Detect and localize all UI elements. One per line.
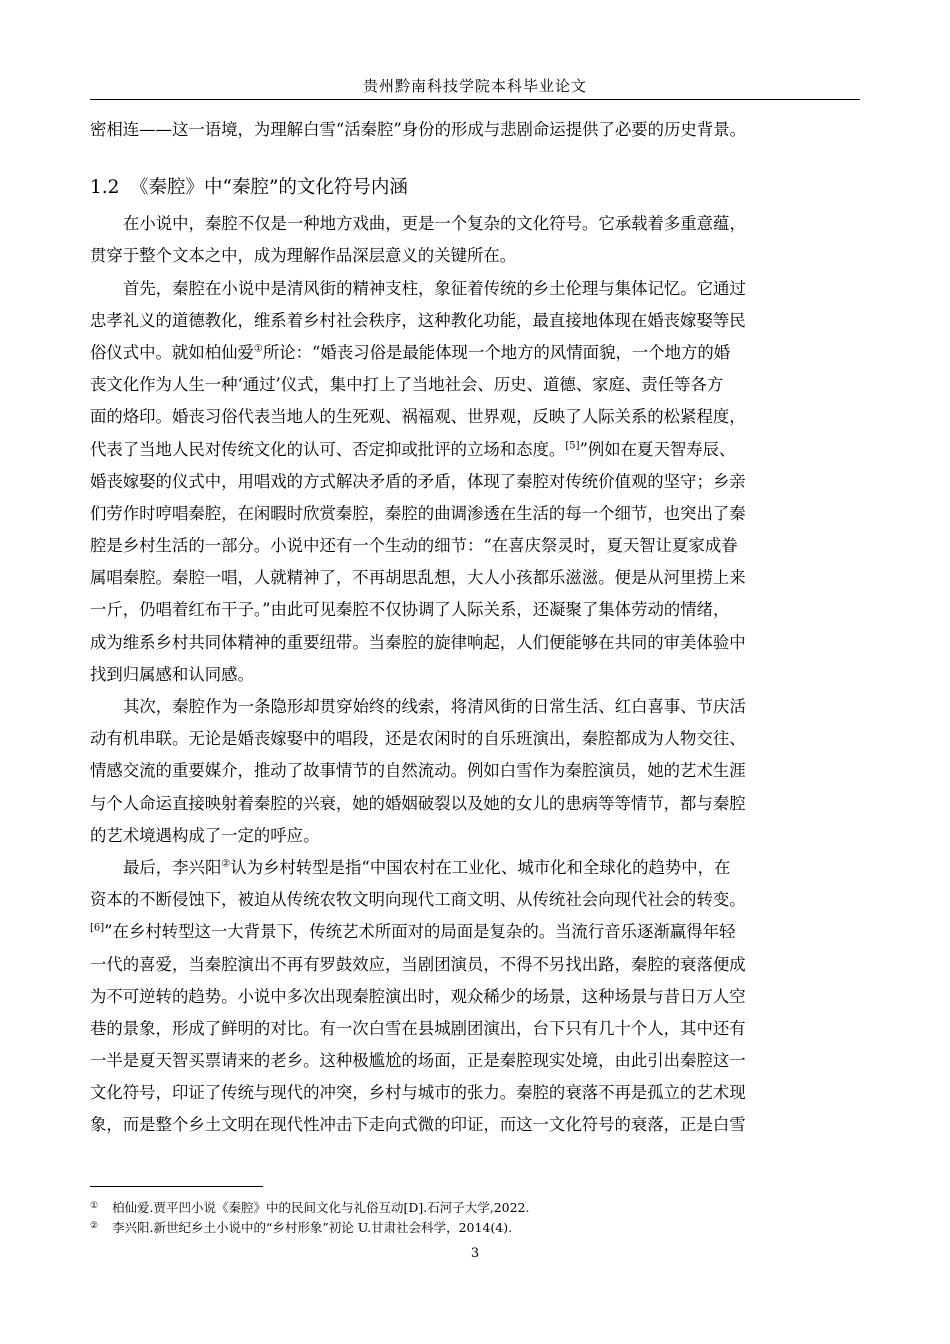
paragraph-2 [90, 273, 860, 691]
paragraph-3 [90, 691, 860, 852]
text-line: 们劳作时哼唱秦腔，在闲暇时欣赏秦腔，秦腔的曲调渗透在生活的每一个细节，也突出了秦 [90, 503, 746, 523]
text-line: 象，而是整个乡土文明在现代性冲击下走向式微的印证，而这一文化符号的衰落，正是白雪 [90, 1115, 746, 1135]
text-line: 其次，秦腔作为一条隐形却贯穿始终的线索，将清风街的日常生活、红白喜事、节庆活 [123, 697, 746, 716]
text-line: 丧文化作为人生一种‘通过’仪式，集中打上了当地社会、历史、道德、家庭、责任等各方 [90, 375, 724, 395]
text-line: 贯穿于整个文本之中，成为理解作品深层意义的关键所在。 [90, 246, 517, 266]
footnote-marker[interactable]: ① [253, 343, 263, 355]
text-line: 一斤，仍唱着红布干子。”由此可见秦腔不仅协调了人际关系，还凝聚了集体劳动的情绪， [90, 600, 730, 620]
text-line: 动有机串联。无论是婚丧嫁娶中的唱段，还是农闲时的自乐班演出，秦腔都成为人物交往、 [90, 729, 746, 749]
text-span: ”在乡村转型这一大背景下，传统艺术所面对的局面是复杂的。当流行音乐逐渐赢得年轻 [104, 922, 736, 942]
body-text [90, 114, 860, 1142]
text-line: 情感交流的重要媒介，推动了故事情节的自然流动。例如白雪作为秦腔演员，她的艺术生涯 [90, 761, 746, 781]
footnote-rule [90, 1186, 263, 1187]
section-number: 1.2 [90, 177, 120, 199]
text-line: 为不可逆转的趋势。小说中多次出现秦腔演出时，观众稀少的场景，这种场景与昔日万人空 [90, 986, 746, 1006]
text-line: 找到归属感和认同感。 [90, 664, 254, 684]
text-line: 资本的不断侵蚀下，被迫从传统农牧文明向现代工商文明、从传统社会向现代社会的转变。 [90, 890, 746, 910]
citation-marker[interactable]: [5] [565, 440, 580, 452]
text-line [90, 852, 860, 884]
section-title: 《秦腔》中“秦腔”的文化符号内涵 [130, 177, 408, 199]
running-header: 贵州黔南科技学院本科毕业论文 [362, 77, 587, 95]
text-line: 文化符号，印证了传统与现代的冲突，乡村与城市的张力。秦腔的衰落不再是孤立的艺术现 [90, 1083, 746, 1103]
text-line: 忠孝礼义的道德教化，维系着乡村社会秩序，这种教化功能，最直接地体现在婚丧嫁娶等民 [90, 310, 746, 330]
footnotes [90, 1198, 860, 1238]
text-line: 面的烙印。婚丧习俗代表当地人的生死观、祸福观、世界观，反映了人际关系的松紧程度， [90, 407, 746, 427]
header-rule [90, 99, 860, 100]
footnote-marker[interactable]: ② [221, 858, 231, 870]
document-page [90, 0, 860, 1344]
text-span: 最后，李兴阳 [123, 857, 222, 877]
text-line [90, 434, 860, 466]
footnote-text: 柏仙爱.贾平凹小说《秦腔》中的民间文化与礼俗互动[D].石河子大学,2022. [112, 1200, 530, 1215]
text-span: ”例如在夏天智寿辰、 [579, 439, 736, 459]
footnote-mark: ① [90, 1201, 99, 1211]
footnote-item [90, 1198, 860, 1218]
section-heading [90, 173, 860, 203]
text-span: 俗仪式中。就如柏仙爱 [90, 342, 254, 362]
page-number: 3 [470, 1246, 480, 1261]
text-line: 婚丧嫁娶的仪式中，用唱戏的方式解决矛盾的矛盾，体现了秦腔对传统价值观的坚守；乡亲 [90, 471, 746, 491]
text-line: 成为维系乡村共同体精神的重要纽带。当秦腔的旋律响起，人们便能够在共同的审美体验中 [90, 632, 746, 652]
text-line: 一代的喜爱，当秦腔演出不再有罗鼓效应，当剧团演员，不得不另找出路，秦腔的衰落便成 [90, 954, 746, 974]
text-line: 的艺术境遇构成了一定的呼应。 [90, 825, 320, 845]
text-line: 巷的景象，形成了鲜明的对比。有一次白雪在县城剧团演出，台下只有几十个人，其中还有 [90, 1018, 746, 1038]
paragraph-1 [90, 208, 860, 272]
text-line: 与个人命运直接映射着秦腔的兴衰，她的婚姻破裂以及她的女儿的患病等等情节，都与秦腔 [90, 793, 746, 813]
text-line [90, 916, 860, 948]
footnote-text: 李兴阳.新世纪乡土小说中的“乡村形象”初论 U.甘肃社会科学，2014(4). [112, 1220, 513, 1235]
text-span: 代表了当地人民对传统文化的认可、否定抑或批评的立场和态度。 [90, 439, 566, 459]
text-line: 腔是乡村生活的一部分。小说中还有一个生动的细节：“在喜庆祭灵时，夏天智让夏家成眷 [90, 536, 738, 556]
text-span: 所论：“婚丧习俗是最能体现一个地方的风情面貌，一个地方的婚 [262, 342, 731, 362]
text-line: 首先，秦腔在小说中是清风街的精神支柱，象征着传统的乡土伦理与集体记忆。它通过 [123, 278, 746, 298]
text-line: 在小说中，秦腔不仅是一种地方戏曲，更是一个复杂的文化符号。它承载着多重意蕴， [123, 214, 746, 234]
text-line: 一半是夏天智买票请来的老乡。这种极尴尬的场面，正是秦腔现实处境，由此引出秦腔这一 [90, 1051, 746, 1071]
citation-marker[interactable]: [6] [90, 922, 105, 934]
footnote-item [90, 1218, 860, 1238]
text-line: 属唱秦腔。秦腔一唱，人就精神了，不再胡思乱想，大人小孩都乐滋滋。便是从河里捞上来 [90, 568, 746, 588]
footnote-mark: ② [90, 1221, 99, 1231]
paragraph-4 [90, 852, 860, 1142]
intro-line: 密相连——这一语境，为理解白雪“活秦腔”身份的形成与悲剧命运提供了必要的历史背景。 [90, 120, 746, 139]
text-line [90, 337, 860, 369]
text-span: 认为乡村转型是指“中国农村在工业化、城市化和全球化的趋势中，在 [230, 857, 731, 877]
